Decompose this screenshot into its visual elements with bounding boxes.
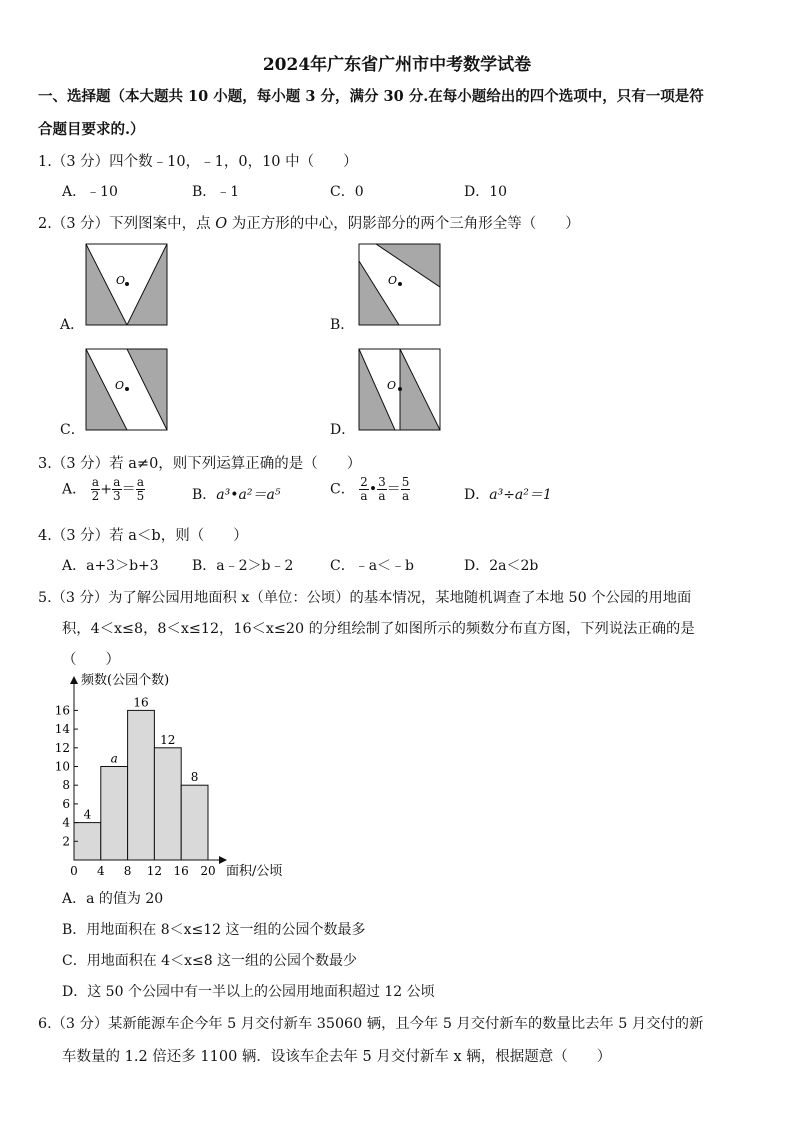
bar-label: 8	[190, 770, 199, 785]
q1-option-a: A．﹣10	[62, 184, 118, 200]
fraction: $\frac{a}{5}$	[136, 475, 145, 503]
histogram-bar	[154, 748, 181, 860]
y-tick-label: 2	[62, 834, 70, 849]
histogram-bar	[101, 767, 128, 861]
x-tick-label: 16	[173, 864, 189, 878]
fraction: $\frac{a}{2}$	[91, 475, 100, 503]
center-label: O	[116, 274, 126, 287]
bar-label: 4	[83, 807, 92, 822]
q3-option-c: C． $\frac{2}{a}$ • $\frac{3}{a}$ ＝ $\frac{5}{a}$	[330, 475, 410, 503]
q5-stem-line1: 5.（3 分）为了解公园用地面积 x（单位：公顷）的基本情况，某地随机调查了本地 50 个公园的用地面	[38, 590, 692, 606]
y-tick-label: 6	[62, 796, 70, 811]
section-heading-line1: 一、选择题（本大题共 10 小题，每小题 3 分，满分 30 分.在每小题给出的四个选项中，只有一项是符	[38, 88, 704, 105]
q5-stem-line3: （ ）	[62, 652, 120, 668]
center-point	[398, 387, 402, 391]
q2-figure-d	[358, 348, 442, 432]
q1-stem: 1.（3 分）四个数﹣10，﹣1，0，10 中（ ）	[38, 154, 358, 170]
q2-option-a: A．	[60, 317, 85, 333]
q1-option-b: B．﹣1	[192, 184, 240, 200]
fraction: $\frac{a}{3}$	[112, 475, 121, 503]
q5-option-d: D．这 50 个公园中有一半以上的公园用地面积超过 12 公顷	[62, 984, 435, 1000]
histogram-bar	[128, 710, 155, 860]
page-title: 2024年广东省广州市中考数学试卷	[262, 55, 532, 75]
q2-stem: 2.（3 分）下列图案中，点 O 为正方形的中心，阴影部分的两个三角形全等（ ）	[38, 216, 580, 232]
q3-stem: 3.（3 分）若 a≠0，则下列运算正确的是（ ）	[38, 456, 362, 472]
histogram-chart	[55, 668, 300, 883]
center-label: O	[115, 379, 125, 392]
y-tick-label: 14	[55, 722, 70, 737]
y-tick-label: 10	[55, 759, 70, 774]
y-tick-label: 8	[62, 778, 70, 793]
q1-option-d: D．10	[464, 184, 508, 200]
x-tick-label: 4	[96, 864, 105, 878]
q4-option-d: D．2a＜2b	[464, 558, 539, 574]
histogram-bar	[74, 823, 101, 860]
q4-option-a: A．a+3＞b+3	[62, 558, 159, 574]
center-point	[398, 282, 402, 286]
q4-option-b: B．a﹣2＞b﹣2	[192, 558, 294, 574]
x-tick-label: 20	[200, 864, 216, 878]
section-heading-line2: 合题目要求的.）	[38, 121, 145, 138]
center-point	[125, 282, 129, 286]
y-tick-label: 12	[55, 740, 70, 755]
q6-stem-line1: 6.（3 分）某新能源车企今年 5 月交付新车 35060 辆，且今年 5 月交付新车的数量比去年 5 月交付的新	[38, 1016, 704, 1032]
q2-figure-b	[358, 243, 442, 327]
y-tick-label: 4	[62, 815, 70, 830]
y-axis-label: 频数(公园个数)	[81, 673, 170, 688]
q5-option-a: A．a 的值为 20	[62, 891, 164, 907]
q2-figure-a	[85, 243, 169, 327]
q5-option-c: C．用地面积在 4＜x≤8 这一组的公园个数最少	[62, 953, 358, 969]
center-label: O	[388, 274, 398, 287]
q3-option-b: B．a³•a²＝a⁵	[192, 487, 281, 503]
q5-stem-line2: 积，4＜x≤8，8＜x≤12，16＜x≤20 的分组绘制了如图所示的频数分布直方图，下列说法正确的是	[62, 621, 695, 637]
q3-option-a: A． $\frac{a}{2}$ + $\frac{a}{3}$ ＝ $\frac{a}{5}$	[62, 475, 145, 503]
q3-option-d: D．a³÷a²＝1	[464, 487, 552, 503]
q2-option-b: B．	[330, 317, 355, 333]
q4-stem: 4.（3 分）若 a＜b，则（ ）	[38, 528, 248, 544]
y-tick-label: 16	[55, 703, 70, 718]
q1-option-c: C．0	[330, 184, 364, 200]
center-point	[125, 387, 129, 391]
fraction: $\frac{5}{a}$	[401, 475, 410, 503]
q6-stem-line2: 车数量的 1.2 倍还多 1100 辆．设该车企去年 5 月交付新车 x 辆，根据题意（ ）	[62, 1049, 612, 1065]
q2-option-d: D．	[330, 422, 356, 438]
x-tick-label: 12	[146, 864, 163, 878]
q2-figure-c	[85, 348, 169, 432]
histogram-bar	[181, 785, 208, 860]
bar-label: 12	[160, 732, 176, 747]
q4-option-c: C．﹣a＜﹣b	[330, 558, 415, 574]
fraction: $\frac{3}{a}$	[378, 475, 386, 503]
center-label: O	[387, 379, 397, 392]
q5-option-b: B．用地面积在 8＜x≤12 这一组的公园个数最多	[62, 922, 366, 938]
fraction: $\frac{2}{a}$	[360, 475, 368, 503]
bar-label: 16	[133, 695, 149, 710]
x-axis-label: 面积/公顷	[226, 864, 283, 879]
q2-option-c: C．	[60, 422, 85, 438]
x-tick-label: 8	[123, 864, 132, 878]
bar-label: a	[110, 751, 118, 766]
x-tick-label: 0	[70, 864, 78, 878]
